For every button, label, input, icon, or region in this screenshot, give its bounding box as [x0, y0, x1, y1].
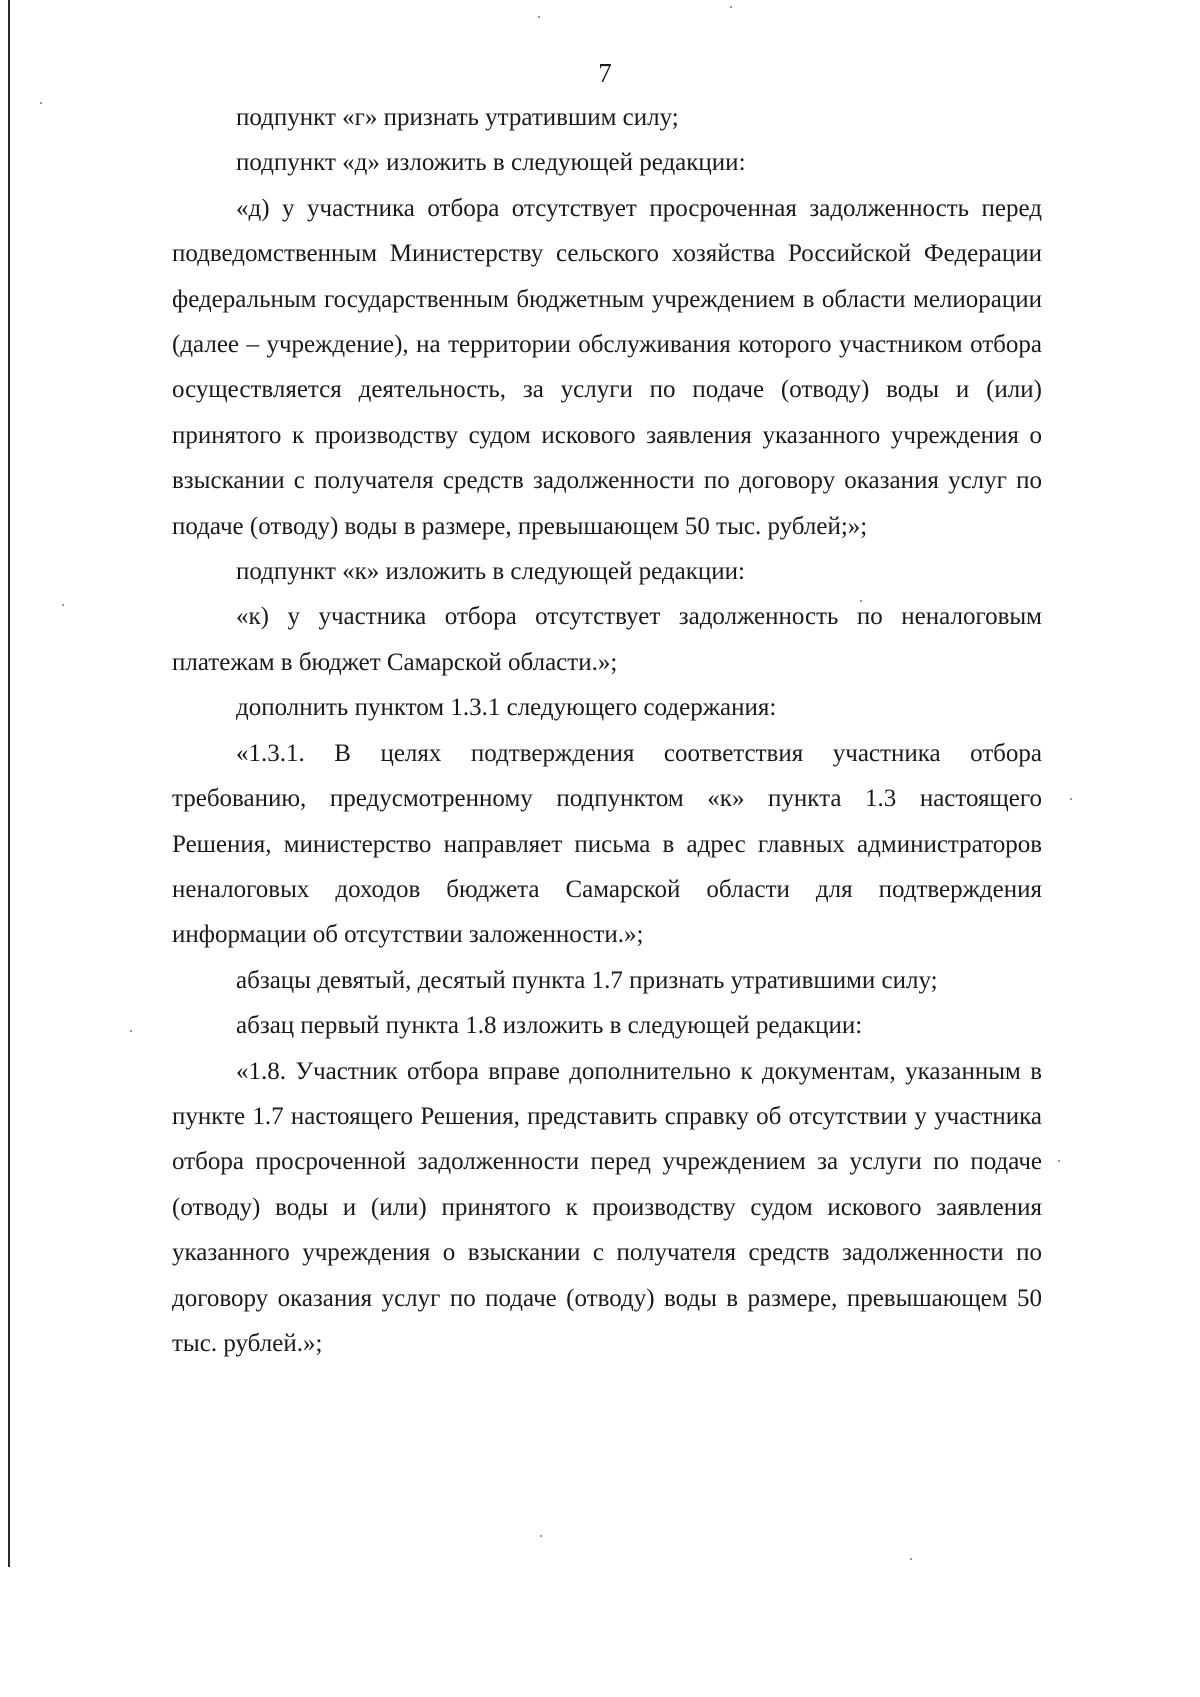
scan-speck — [1058, 1160, 1060, 1162]
scan-speck — [1070, 798, 1072, 800]
paragraph-1: подпункт «г» признать утратившим силу; — [236, 104, 679, 131]
paragraph-9: абзац первый пункта 1.8 изложить в следующей редакции: — [236, 1012, 863, 1040]
scan-speck — [860, 600, 862, 602]
paragraph-7: «1.3.1. В целях подтверждения соответствия участника отбора требованию, предусмотренному подпунктом «к» пункта 1.3 настоящего Решения, министерство направляет письма в адрес главных администраторов неналоговых доходов бюджета Самарской области для подтверждения информации об отсутствии заложенности.»; — [172, 739, 1042, 949]
paragraph-3: «д) у участника отбора отсутствует просроченная задолженность перед подведомственным Министерству сельского хозяйства Российской Федерации федеральным государственным бюджетным учреждением в области мелиорации (далее – учреждение), на территории обслуживания которого участником отбора осуществляется деятельность, за услуги по подаче (отводу) воды и (или) принятого к производству судом искового заявления указанного учреждения о взыскании с получателя средств задолженности по договору оказания услуг по подаче (отводу) воды в размере, превышающем 50 тыс. рублей;»; — [172, 194, 1042, 540]
paragraph-5: «к) у участника отбора отсутствует задолженность по неналоговым платежам в бюджет Самарской области.»; — [172, 603, 1042, 676]
paragraph-6: дополнить пунктом 1.3.1 следующего содержания: — [236, 694, 777, 722]
scan-speck — [538, 16, 540, 18]
paragraph-10: «1.8. Участник отбора вправе дополнительно к документам, указанным в пункте 1.7 настоящего Решения, представить справку об отсутствии у участника отбора просроченной задолженности перед учреждением за услуги по подаче (отводу) воды и (или) принятого к производству судом искового заявления указанного учреждения о взыскании с получателя средств задолженности по договору оказания услуг по подаче (отводу) воды в размере, превышающем 50 тыс. рублей.»; — [172, 1057, 1042, 1357]
page-number: 7 — [598, 58, 612, 88]
scan-speck — [730, 6, 732, 8]
scan-speck — [130, 1030, 132, 1032]
paragraph-2: подпункт «д» изложить в следующей редакции: — [236, 149, 746, 177]
scan-speck — [910, 1558, 912, 1560]
paragraph-8: абзацы девятый, десятый пункта 1.7 признать утратившими силу; — [236, 966, 938, 994]
scan-speck — [40, 102, 42, 104]
paragraph-4: подпункт «к» изложить в следующей редакции: — [236, 558, 745, 586]
scan-speck — [62, 604, 64, 606]
scan-speck — [540, 1535, 542, 1537]
document-body — [172, 95, 1042, 1366]
scan-left-border — [8, 0, 10, 1567]
